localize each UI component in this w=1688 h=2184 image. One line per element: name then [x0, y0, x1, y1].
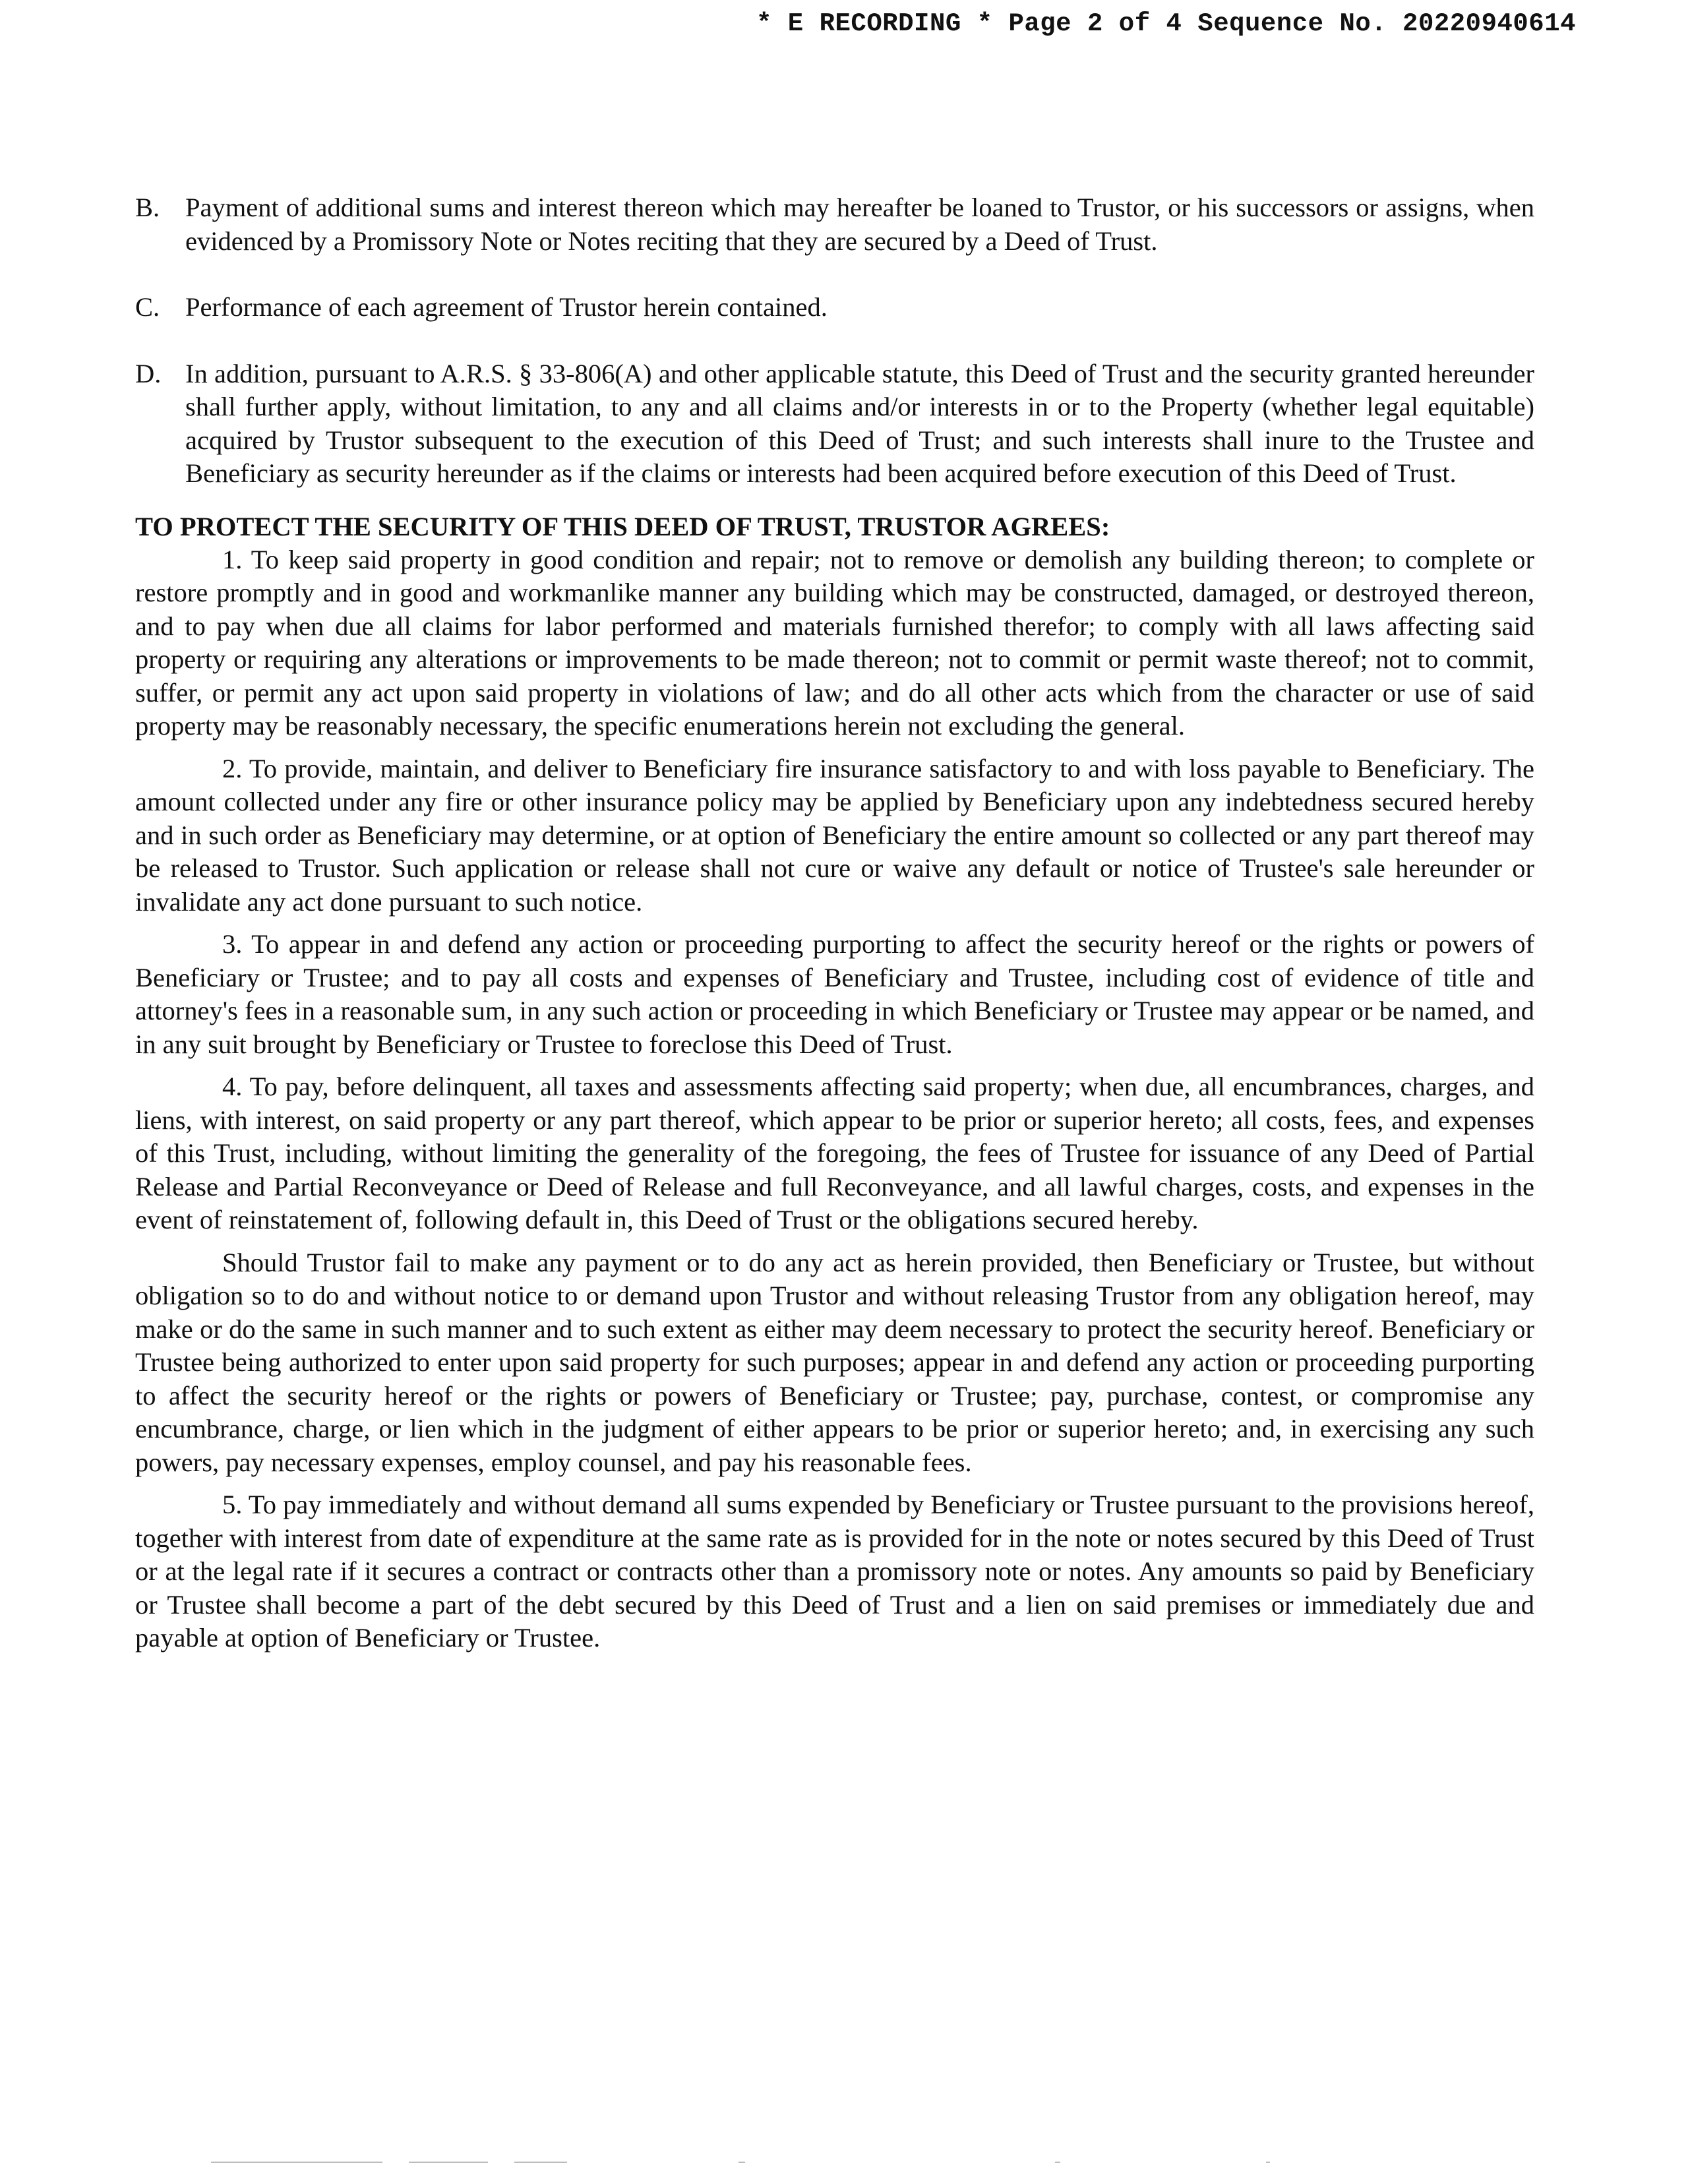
clause-letter: D.: [135, 358, 162, 388]
clause-text: In addition, pursuant to A.R.S. § 33-806(A) and other applicable statute, this Deed of Trust and the security granted hereunder shall further apply, without limitation, to any and all claims and/or interests in or to the Property (whether legal equitable) acquired by Trustor subsequent to the execution of this Deed of Trust; and such interests shall inure to the Trustee and Beneficiary as security hereunder as if the claims or interests had been acquired before execution of this Deed of Trust.: [185, 358, 1534, 488]
scan-speck: [211, 2162, 382, 2163]
clause-b: [135, 191, 1534, 258]
scan-speck: [409, 2162, 488, 2163]
scan-artifact-line: [79, 2162, 1596, 2166]
scan-speck: [1266, 2162, 1270, 2163]
recording-header: * E RECORDING * Page 2 of 4 Sequence No. 20220940614: [756, 9, 1576, 38]
clause-text: Performance of each agreement of Trustor herein contained.: [185, 292, 828, 322]
paragraph-4: 4. To pay, before delinquent, all taxes and assessments affecting said property; when due, all encumbrances, charges, and liens, with interest, on said property or any part thereof, which appear to be prior or superior hereto; all costs, fees, and expenses of this Trust, including, without limiting the generality of the foregoing, the fees of Trustee for issuance of any Deed of Partial Release and Partial Reconveyance or Deed of Release and full Reconveyance, and all lawful charges, costs, and expenses in the event of reinstatement of, following default in, this Deed of Trust or the obligations secured hereby.: [135, 1072, 1534, 1234]
clause-d: [135, 357, 1534, 491]
clause-c: [135, 291, 1534, 324]
clause-text: Payment of additional sums and interest thereon which may hereafter be loaned to Trustor, or his successors or assigns, when evidenced by a Promissory Note or Notes reciting that they are secured by a Deed of Trust.: [185, 193, 1534, 256]
scan-speck: [1055, 2162, 1060, 2163]
paragraph-1: 1. To keep said property in good condition and repair; not to remove or demolish any building thereon; to complete or restore promptly and in good and workmanlike manner any building which may be constructed, damaged, or destroyed thereon, and to pay when due all claims for labor performed and materials furnished therefor; to comply with all laws affecting said property or requiring any alterations or improvements to be made thereon; not to commit or permit waste thereof; not to commit, suffer, or permit any act upon said property in violations of law; and do all other acts which from the character or use of said property may be reasonably necessary, the specific enumerations herein not excluding the general.: [135, 544, 1534, 741]
paragraph-3: 3. To appear in and defend any action or proceeding purporting to affect the security hereof or the rights or powers of Beneficiary or Trustee; and to pay all costs and expenses of Beneficiary and Trustee, including cost of evidence of title and attorney's fees in a reasonable sum, in any such action or proceeding in which Beneficiary or Trustee may appear or be named, and in any suit brought by Beneficiary or Trustee to foreclose this Deed of Trust.: [135, 929, 1534, 1059]
scan-speck: [738, 2162, 745, 2163]
paragraph-2: 2. To provide, maintain, and deliver to Beneficiary fire insurance satisfactory to and with loss payable to Beneficiary. The amount collected under any fire or other insurance policy may be applied by Beneficiary upon any indebtedness secured hereby and in such order as Beneficiary may determine, or at option of Beneficiary the entire amount so collected or any part thereof may be released to Trustor. Such application or release shall not cure or waive any default or notice of Trustee's sale hereunder or invalidate any act done pursuant to such notice.: [135, 753, 1534, 917]
scan-speck: [514, 2162, 567, 2163]
paragraph-should-trustor-fail: Should Trustor fail to make any payment or to do any act as herein provided, then Beneficiary or Trustee, but without obligation so to do and without notice to or demand upon Trustor and without releasing Trustor from any obligation hereof, may make or do the same in such manner and to such extent as either may deem necessary to protect the security hereof. Beneficiary or Trustee being authorized to enter upon said property for such purposes; appear in and defend any action or proceeding purporting to affect the security hereof or the rights or powers of Beneficiary or Trustee; pay, purchase, contest, or compromise any encumbrance, charge, or lien which in the judgment of either appears to be prior or superior hereto; and, in exercising any such powers, pay necessary expenses, employ counsel, and pay his reasonable fees.: [135, 1247, 1534, 1477]
section-heading: TO PROTECT THE SECURITY OF THIS DEED OF TRUST, TRUSTOR AGREES:: [135, 511, 1110, 541]
document-body: [135, 191, 1534, 1655]
paragraph-5: 5. To pay immediately and without demand all sums expended by Beneficiary or Trustee pursuant to the provisions hereof, together with interest from date of expenditure at the same rate as is provided for in the note or notes secured by this Deed of Trust or at the legal rate if it secures a contract or contracts other than a promissory note or notes. Any amounts so paid by Beneficiary or Trustee shall become a part of the debt secured by this Deed of Trust and a lien on said premises or immediately due and payable at option of Beneficiary or Trustee.: [135, 1490, 1534, 1653]
clause-letter: B.: [135, 193, 160, 222]
clause-letter: C.: [135, 292, 160, 322]
